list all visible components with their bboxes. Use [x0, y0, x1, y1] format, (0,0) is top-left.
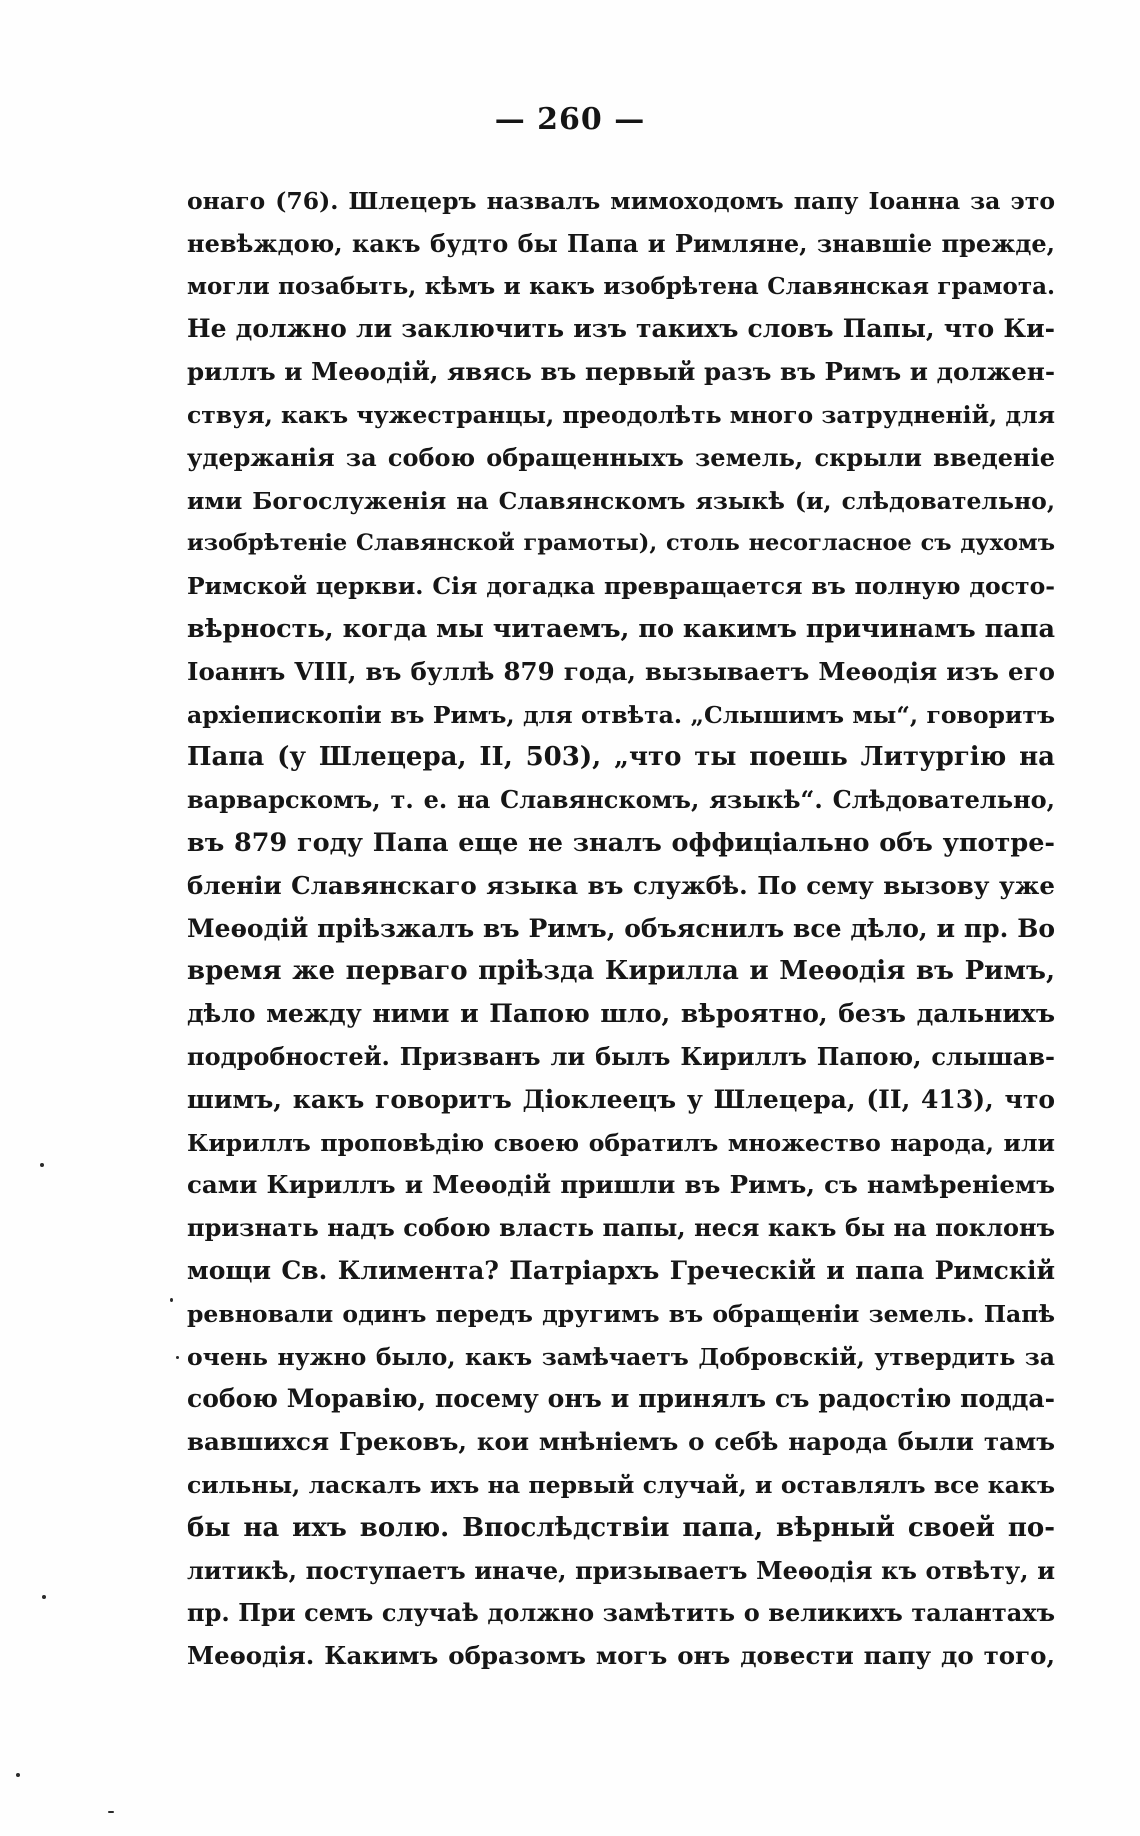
text-line: Римской церкви. Сія догадка превращается въ полную досто-	[187, 572, 1055, 601]
text-line: варварскомъ, т. е. на Славянскомъ, языкѣ“. Слѣдовательно,	[187, 785, 1055, 815]
text-line: признать надъ собою власть папы, неся какъ бы на поклонъ	[187, 1213, 1055, 1243]
page-number: — 260 —	[494, 102, 646, 137]
text-line: сильны, ласкалъ ихъ на первый случай, и оставлялъ все какъ	[187, 1470, 1055, 1499]
text-line: литикѣ, поступаетъ иначе, призываетъ Меѳодія къ отвѣту, и	[187, 1555, 1055, 1585]
scan-speck	[108, 1811, 114, 1813]
text-line: Меѳодія. Какимъ образомъ могъ онъ довести папу до того,	[187, 1641, 1055, 1671]
text-line: очень нужно было, какъ замѣчаетъ Добровскій, утвердить за	[187, 1342, 1055, 1371]
text-line: Іоаннъ VIII, въ буллѣ 879 года, вызываетъ Меѳодія изъ его	[187, 656, 1055, 686]
text-line: вавшихся Грековъ, кои мнѣніемъ о себѣ народа были тамъ	[187, 1427, 1055, 1457]
text-line: мощи Св. Климента? Патріархъ Греческій и папа Римскій	[187, 1255, 1055, 1285]
text-line: удержанія за собою обращенныхъ земель, скрыли введеніе	[187, 442, 1055, 472]
text-line: могли позабыть, кѣмъ и какъ изобрѣтена Славянская грамота.	[187, 272, 1055, 300]
text-line: сами Кириллъ и Меѳодій пришли въ Римъ, съ намѣреніемъ	[187, 1170, 1055, 1200]
scan-speck	[176, 1356, 179, 1359]
text-line: время же перваго пріѣзда Кирилла и Меѳодія въ Римъ,	[187, 956, 1055, 987]
text-line: невѣждою, какъ будто бы Папа и Римляне, знавшіе прежде,	[187, 228, 1055, 258]
text-line: вѣрность, когда мы читаемъ, по какимъ причинамъ папа	[187, 613, 1055, 644]
text-line: изобрѣтеніе Славянской грамоты), столь несогласное съ духомъ	[187, 530, 1055, 557]
text-line: бы на ихъ волю. Впослѣдствіи папа, вѣрный своей по-	[187, 1512, 1055, 1543]
text-line: Меѳодій пріѣзжалъ въ Римъ, объяснилъ все дѣло, и пр. Во	[187, 913, 1055, 943]
text-line: бленіи Славянскаго языка въ службѣ. По сему вызову уже	[187, 870, 1055, 900]
text-line: подробностей. Призванъ ли былъ Кириллъ Папою, слышав-	[187, 1041, 1055, 1071]
body-text	[187, 180, 1055, 1678]
text-line: Не должно ли заключить изъ такихъ словъ Папы, что Ки-	[187, 314, 1055, 344]
text-line: архіепископіи въ Римъ, для отвѣта. „Слышимъ мы“, говоритъ	[187, 700, 1055, 729]
text-line: ствуя, какъ чужестранцы, преодолѣть много затрудненій, для	[187, 400, 1055, 429]
text-line: Папа (у Шлецера, II, 503), „что ты поешь Литургію на	[187, 742, 1055, 773]
text-line: онаго (76). Шлецеръ назвалъ мимоходомъ папу Іоанна за это	[187, 187, 1055, 215]
text-line: шимъ, какъ говоритъ Діоклеецъ у Шлецера, (II, 413), что	[187, 1084, 1055, 1114]
text-line: въ 879 году Папа еще не зналъ оффиціально объ употре-	[187, 827, 1055, 858]
text-line: ревновали одинъ передъ другимъ въ обращеніи земель. Папѣ	[187, 1299, 1055, 1328]
scan-speck	[40, 1163, 44, 1167]
text-line: Кириллъ проповѣдію своею обратилъ множество народа, или	[187, 1128, 1055, 1157]
text-line: риллъ и Меѳодій, явясь въ первый разъ въ Римъ и должен-	[187, 357, 1055, 387]
text-line: собою Моравію, посему онъ и принялъ съ радостію подда-	[187, 1384, 1055, 1414]
text-line: дѣло между ними и Папою шло, вѣроятно, безъ дальнихъ	[187, 999, 1055, 1029]
scan-speck	[42, 1595, 46, 1599]
scan-speck	[170, 1298, 173, 1302]
text-line: пр. При семъ случаѣ должно замѣтить о великихъ талантахъ	[187, 1598, 1055, 1628]
scan-speck	[16, 1773, 20, 1777]
text-line: ими Богослуженія на Славянскомъ языкѣ (и, слѣдовательно,	[187, 486, 1055, 515]
